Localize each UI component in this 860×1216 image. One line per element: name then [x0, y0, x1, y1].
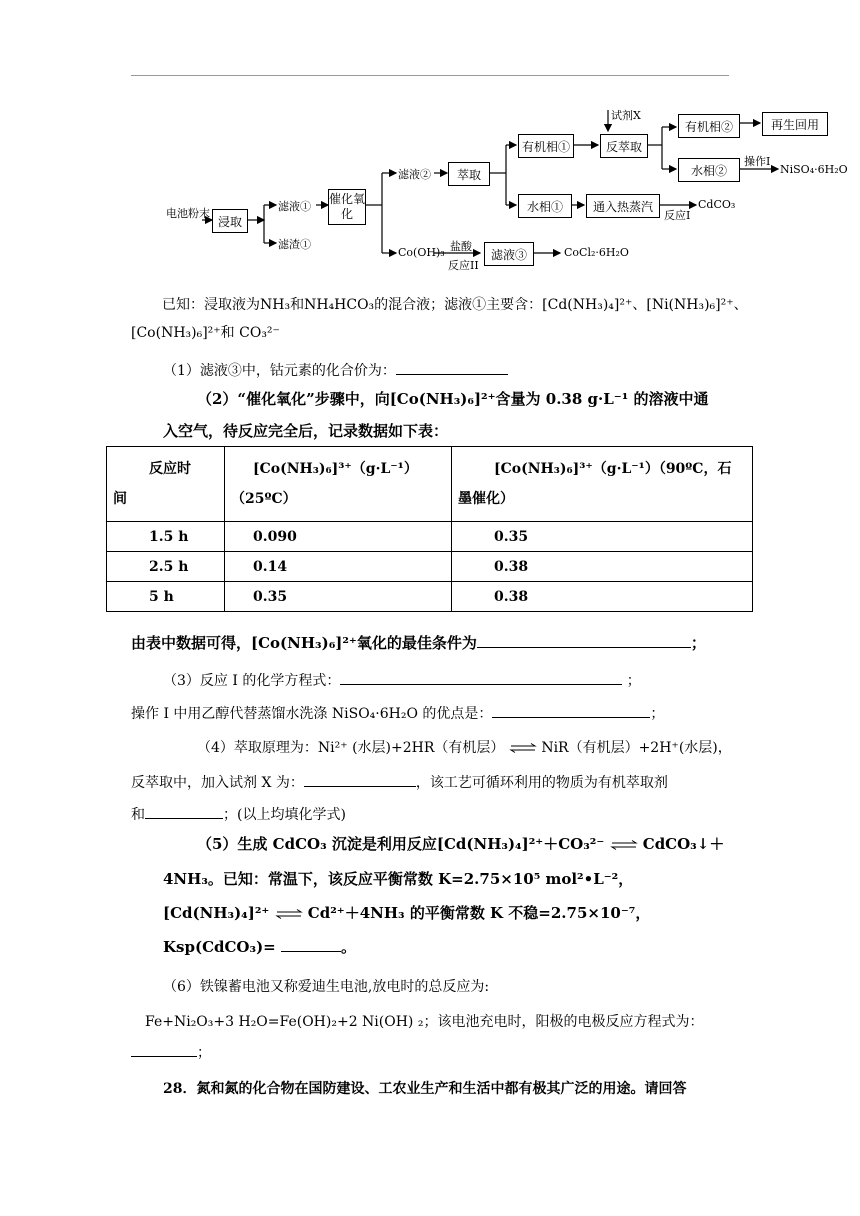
niso4-label: NiSO₄·6H₂O: [780, 163, 848, 176]
answer-blank-6[interactable]: [131, 1042, 197, 1057]
table-header-row: [107, 447, 753, 522]
question-5-line2: 4NH₃。已知：常温下，该反应平衡常数 K=2.75×10⁵ mol²•L⁻²，: [163, 870, 634, 888]
question-3: （3）反应 I 的化学方程式： ；: [163, 670, 641, 690]
question-5-line1: （5）生成 CdCO₃ 沉淀是利用反应[Cd(NH₃)₄]²⁺＋CO₃²⁻ CdCO₃↓＋: [197, 835, 725, 853]
data-table: [106, 446, 753, 612]
question-6-line1: （6）铁镍蓄电池又称爱迪生电池,放电时的总反应为:: [163, 979, 490, 995]
question-5-line4: Ksp(CdCO₃)= 。: [163, 938, 356, 956]
row-time: 1.5 h: [107, 522, 225, 552]
question-4-line3: 和 ；(以上均填化学式): [131, 804, 346, 824]
answer-blank-4b[interactable]: [145, 804, 223, 819]
equilibrium-arrow-icon: [275, 909, 303, 919]
header-time: 反应时 间: [107, 447, 225, 522]
reaction-i-label: 反应I: [664, 209, 691, 222]
leach-box: 浸取: [212, 209, 248, 233]
row-value-25c: 0.14: [225, 552, 452, 582]
header-rule: [131, 75, 729, 76]
row-time: 5 h: [107, 582, 225, 612]
question-28: 28．氮和氮的化合物在国防建设、工农业生产和生活中都有极其广泛的用途。请回答: [163, 1081, 687, 1097]
cocl2-label: CoCl₂·6H₂O: [564, 246, 629, 259]
question-1: [163, 360, 508, 380]
extraction-box: 萃取: [448, 162, 490, 186]
question-2-line3: 由表中数据可得，[Co(NH₃)₆]²⁺氧化的最佳条件为 ；: [131, 634, 706, 652]
question-2-line2: 入空气，待反应完全后，记录数据如下表：: [163, 422, 449, 440]
header-25c: [Co(NH₃)₆]³⁺（g·L⁻¹） （25ºC）: [225, 447, 452, 522]
question-3b: 操作 I 中用乙醇代替蒸馏水洗涤 NiSO₄·6H₂O 的优点是： ；: [131, 703, 664, 723]
header-90c: [Co(NH₃)₆]³⁺（g·L⁻¹）（90ºC，石 墨催化）: [452, 447, 753, 522]
question-4-line2: 反萃取中，加入试剂 X 为： ，该工艺可循环利用的物质为有机萃取剂: [131, 772, 668, 792]
question-6-line3: ；: [131, 1042, 211, 1062]
row-value-90c: 0.35: [452, 522, 753, 552]
answer-blank-5[interactable]: [281, 937, 341, 952]
question-6-line2: Fe+Ni₂O₃+3 H₂O=Fe(OH)₂+2 Ni(OH) ₂；该电池充电时，阳极的电极反应方程式为：: [145, 1014, 704, 1030]
question-4-line1: （4）萃取原理为：Ni²⁺ (水层)+2HR（有机层） NiR（有机层）+2H⁺(水层)，: [197, 740, 732, 756]
row-value-25c: 0.090: [225, 522, 452, 552]
operation-i-label: 操作I: [744, 155, 771, 168]
filtrate1-label: 滤液①: [278, 200, 311, 213]
residue1-label: 滤渣①: [278, 238, 311, 251]
question-2-line1: （2）“催化氧化”步骤中，向[Co(NH₃)₆]²⁺含量为 0.38 g·L⁻¹ 的溶液中通: [197, 390, 709, 408]
answer-blank-3[interactable]: [340, 670, 622, 685]
organic-phase1-box: 有机相①: [518, 134, 574, 158]
reagent-x-label: 试剂X: [611, 109, 641, 122]
row-value-90c: 0.38: [452, 582, 753, 612]
aqueous-phase2-box: 水相②: [678, 158, 740, 182]
hcl-label: 盐酸: [450, 240, 472, 253]
question-1-text: （1）滤液③中，钴元素的化合价为：: [163, 363, 396, 379]
aqueous-phase1-box: 水相①: [518, 194, 572, 218]
battery-powder-label: 电池粉末: [166, 207, 210, 220]
table-row: [107, 582, 753, 612]
answer-blank-4a[interactable]: [304, 772, 416, 787]
row-value-25c: 0.35: [225, 582, 452, 612]
filtrate3-box: 滤液③: [484, 242, 534, 266]
process-flowchart: [160, 105, 850, 270]
filtrate2-label: 滤液②: [398, 168, 431, 181]
equilibrium-arrow-icon: [610, 840, 638, 850]
cdco3-label: CdCO₃: [698, 198, 736, 211]
organic-phase2-box: 有机相②: [678, 114, 740, 138]
table-row: [107, 522, 753, 552]
reaction-ii-label: 反应II: [448, 259, 479, 272]
question-5-line3: [Cd(NH₃)₄]²⁺ Cd²⁺＋4NH₃ 的平衡常数 K 不稳=2.75×10⁻⁷，: [163, 904, 651, 922]
equilibrium-arrow-icon: [509, 743, 537, 753]
row-value-90c: 0.38: [452, 552, 753, 582]
catalytic-oxidation-box: 催化氧化: [328, 189, 366, 225]
answer-blank-2[interactable]: [477, 633, 691, 648]
cooh3-label: Co(OH)₃: [398, 246, 445, 259]
known-line2: [Co(NH₃)₆]²⁺和 CO₃²⁻: [131, 325, 280, 341]
row-time: 2.5 h: [107, 552, 225, 582]
steam-box: 通入热蒸汽: [586, 194, 660, 218]
known-line1: 已知：浸取液为NH₃和NH₄HCO₃的混合液；滤液①主要含：[Cd(NH₃)₄]²⁺、[Ni(NH₃)₆]²⁺、: [162, 297, 748, 313]
recycle-box: 再生回用: [762, 112, 828, 136]
back-extraction-box: 反萃取: [600, 134, 648, 158]
answer-blank-1[interactable]: [396, 360, 508, 375]
answer-blank-3b[interactable]: [492, 703, 650, 718]
table-row: [107, 552, 753, 582]
